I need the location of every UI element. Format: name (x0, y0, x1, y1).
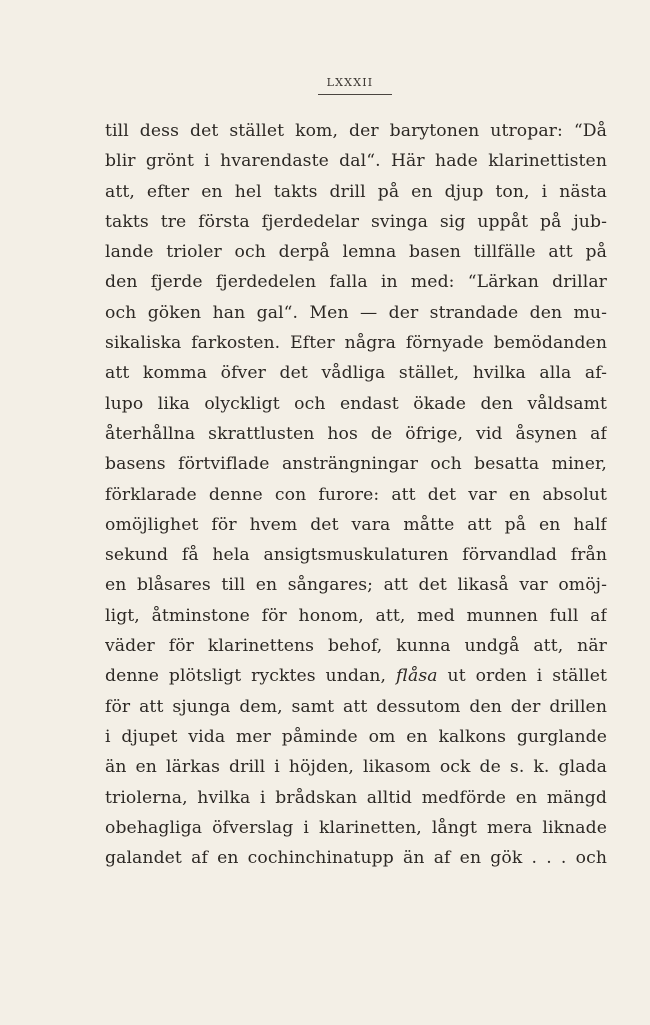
text-line: lupo lika olyckligt och endast ökade den våldsamt (105, 393, 607, 414)
header-rule (318, 94, 392, 95)
text-line: väder för klarinettens behof, kunna undgå att, när (105, 636, 607, 657)
text-line: att komma öfver det vådliga stället, hvilka alla af- (105, 363, 607, 384)
text-line: ligt, åtminstone för honom, att, med munnen full af (105, 605, 607, 626)
text-line: i djupet vida mer påminde om en kalkons gurglande (105, 726, 607, 747)
text-line: och göken han gal“. Men — der strandade den mu- (105, 302, 607, 323)
text-line: triolerna, hvilka i brådskan alltid medförde en mängd (105, 787, 607, 808)
text-line: lande trioler och derpå lemna basen tillfälle att på (105, 242, 607, 263)
emphasized-word: flåsa (395, 666, 438, 687)
line-segment: denne plötsligt rycktes undan, (105, 666, 396, 687)
text-line: återhållna skrattlusten hos de öfrige, vid åsynen af (105, 423, 607, 444)
text-line: än en lärkas drill i höjden, likasom ock de s. k. glada (105, 757, 607, 778)
text-line: att, efter en hel takts drill på en djup ton, i nästa (105, 181, 607, 202)
text-line: förklarade denne con furore: att det var en absolut (105, 484, 607, 505)
body-text (105, 116, 607, 873)
text-line: den fjerde fjerdedelen falla in med: “Lärkan drillar (105, 272, 607, 293)
text-line: omöjlighet för hvem det vara måtte att på en half (105, 514, 607, 535)
text-line: sikaliska farkosten. Efter några förnyade bemödanden (105, 333, 607, 354)
text-line-with-emphasis (105, 661, 607, 691)
text-line: basens förtviflade ansträngningar och besatta miner, (105, 454, 607, 475)
page-number: LXXXII (326, 76, 374, 89)
text-line: för att sjunga dem, samt att dessutom den der drillen (105, 696, 607, 717)
text-line: blir grönt i hvarendaste dal“. Här hade klarinettisten (105, 151, 607, 172)
text-line: takts tre första fjerdedelar svinga sig uppåt på jub- (105, 211, 607, 232)
text-line: till dess det stället kom, der barytonen utropar: “Då (105, 121, 607, 141)
text-line: en blåsares till en sångares; att det likaså var omöj- (105, 575, 607, 596)
text-line: obehagliga öfverslag i klarinetten, långt mera liknade (105, 817, 607, 838)
text-line: sekund få hela ansigtsmuskulaturen förvandlad från (105, 545, 607, 566)
text-line: galandet af en cochinchinatupp än af en gök . . . och (105, 848, 607, 869)
line-segment: ut orden i stället (437, 666, 607, 687)
